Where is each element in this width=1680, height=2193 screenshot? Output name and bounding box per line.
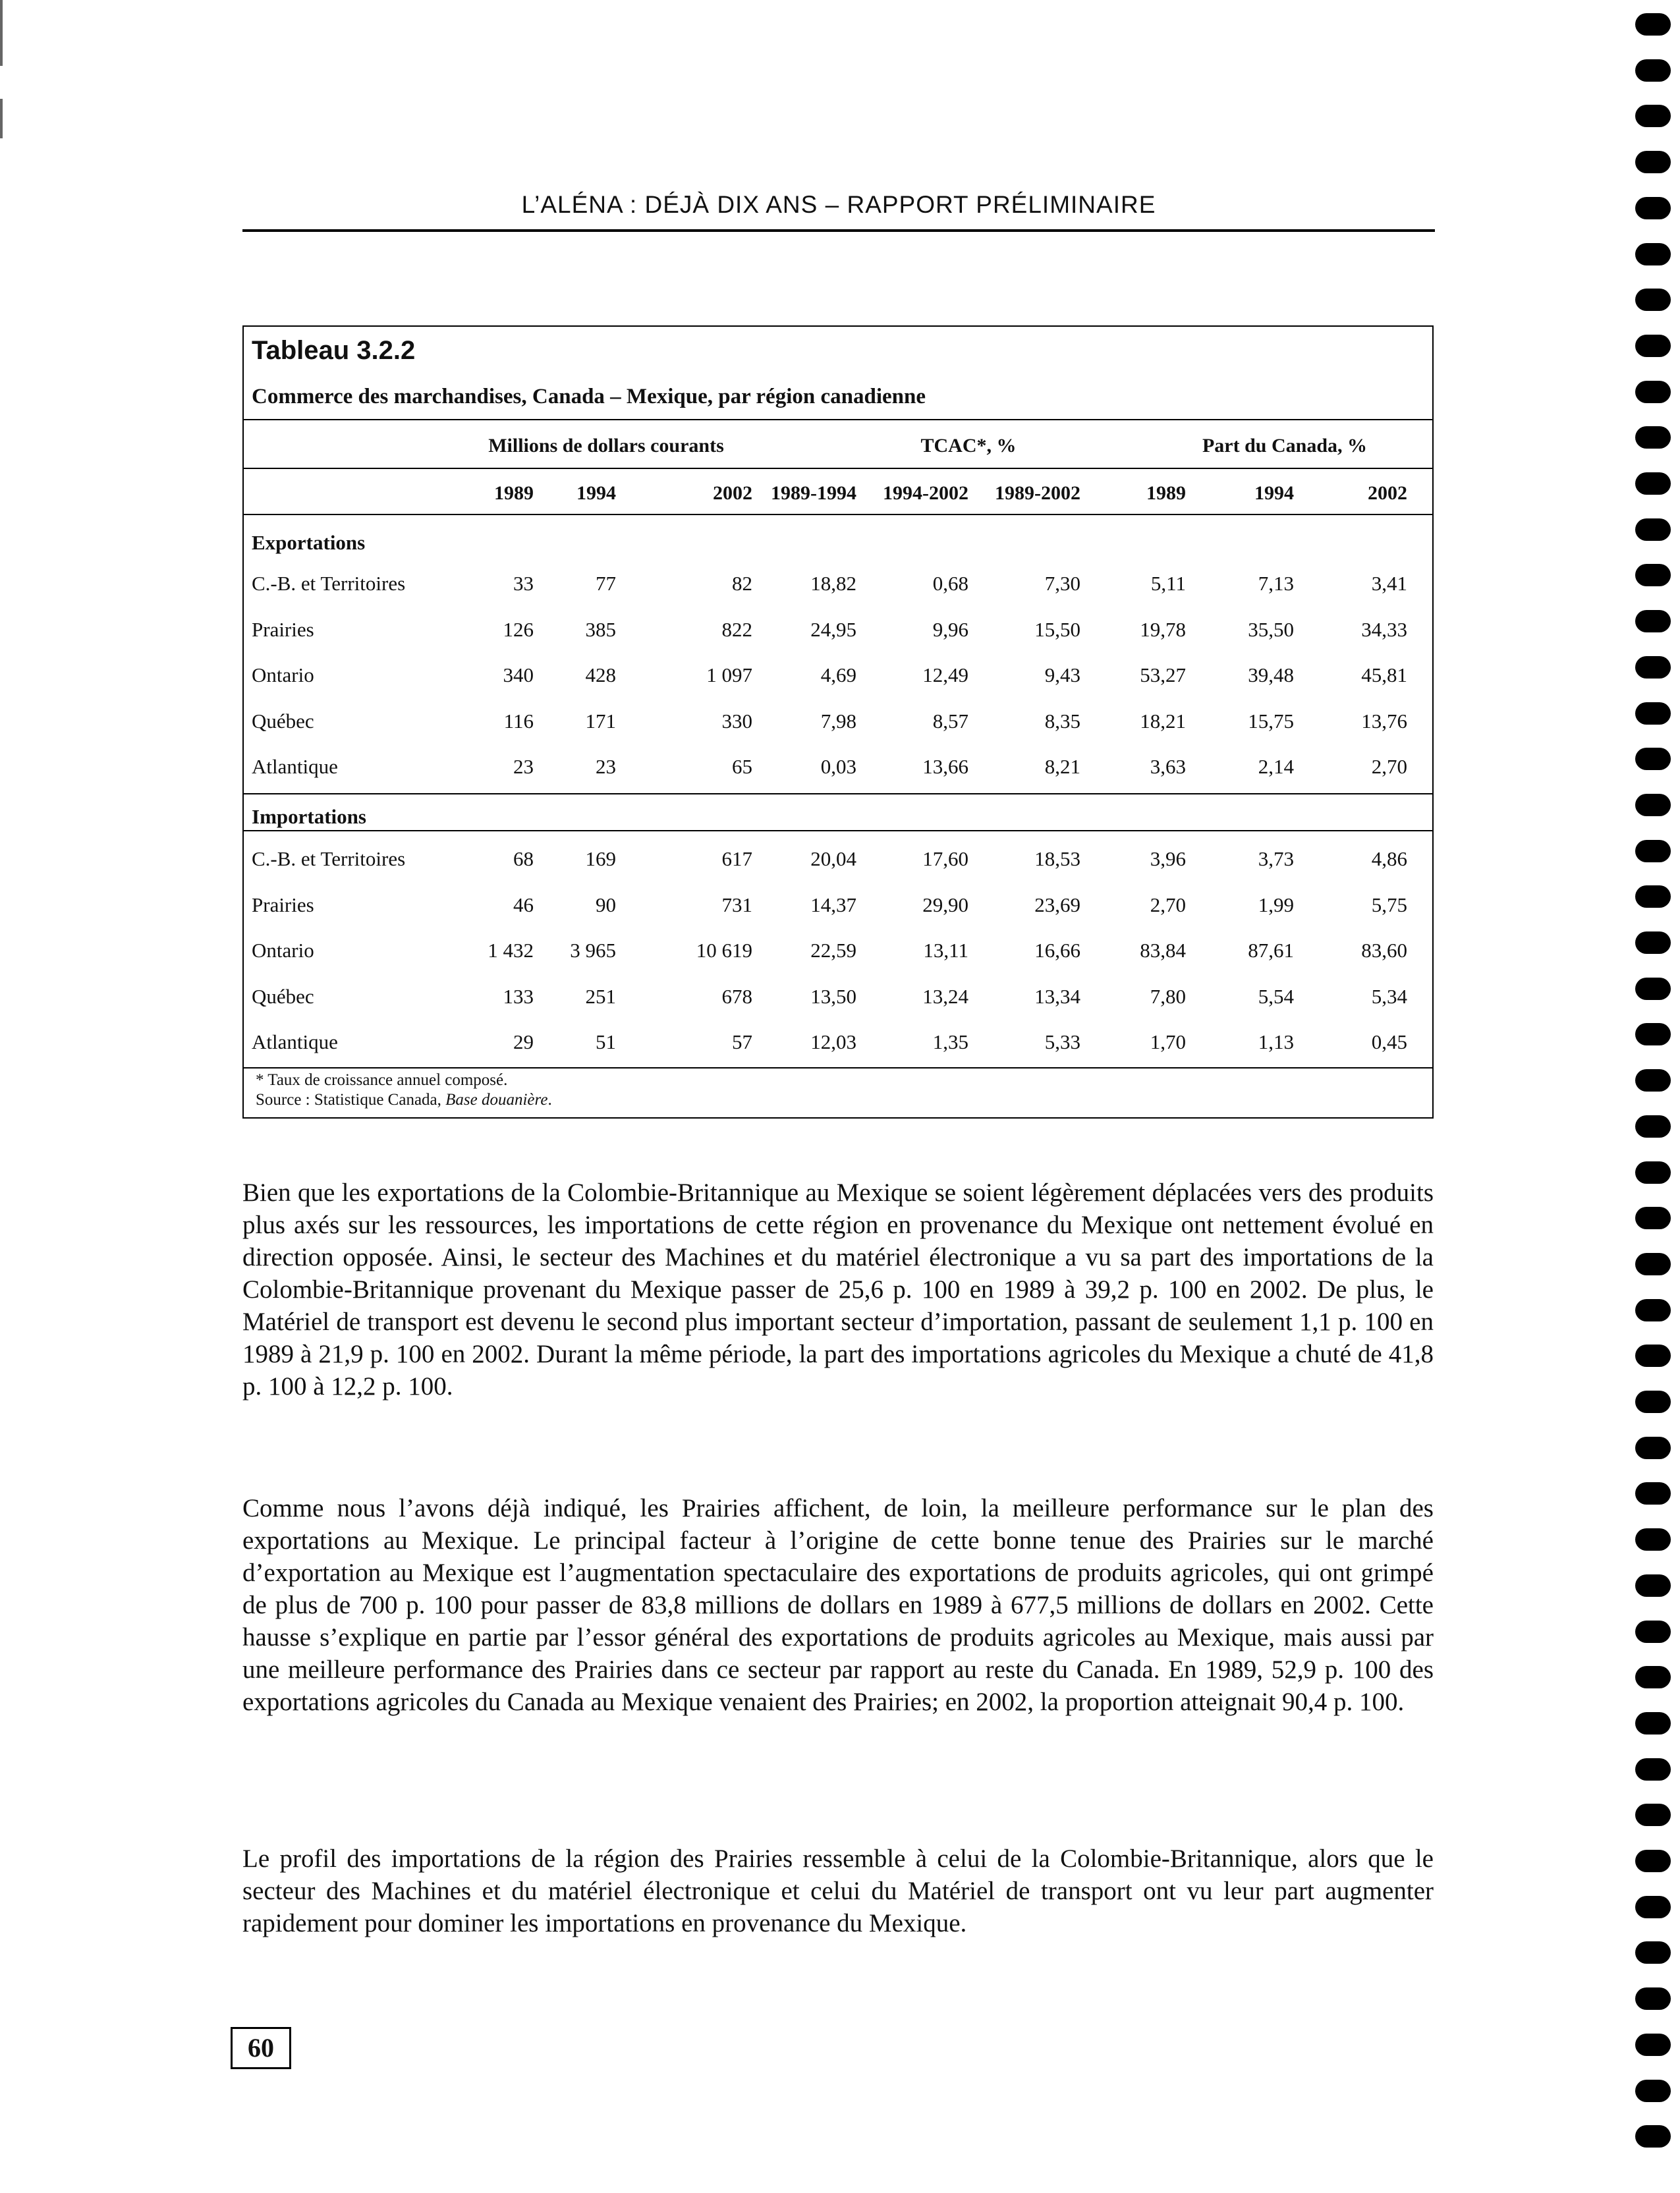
row-region-label: Prairies	[252, 618, 314, 641]
table-cell: 29,90	[922, 893, 968, 916]
table-cell: 13,34	[1034, 985, 1080, 1008]
binding-hole	[1635, 564, 1671, 586]
table-cell: 10 619	[696, 939, 752, 962]
table-cell: 13,76	[1361, 709, 1407, 733]
binding-hole	[1635, 1161, 1671, 1184]
table-cell: 45,81	[1361, 663, 1407, 686]
table-cell: 1,35	[932, 1030, 968, 1053]
table-cell: 90	[596, 893, 616, 916]
row-region-label: Prairies	[252, 893, 314, 916]
binding-hole	[1635, 1804, 1671, 1826]
table-cell: 1,70	[1150, 1030, 1186, 1053]
spiral-binding-holes	[1635, 13, 1672, 2187]
table-cell: 1 097	[706, 663, 752, 686]
row-region-label: Atlantique	[252, 755, 338, 778]
column-header: 1994	[1254, 482, 1294, 504]
table-cell: 0,03	[820, 755, 856, 778]
binding-hole	[1635, 243, 1671, 265]
table-cell: 35,50	[1248, 618, 1294, 641]
table-cell: 65	[732, 755, 752, 778]
table-cell: 428	[585, 663, 616, 686]
table-cell: 13,11	[923, 939, 968, 962]
table-cell: 83,84	[1140, 939, 1186, 962]
table-cell: 77	[596, 572, 616, 595]
table-cell: 7,98	[820, 709, 856, 733]
table-cell: 251	[585, 985, 616, 1008]
table-cell: 0,68	[932, 572, 968, 595]
table-cell: 29	[513, 1030, 534, 1053]
binding-hole	[1635, 1528, 1671, 1551]
table-cell: 2,14	[1258, 755, 1294, 778]
table-cell: 3,63	[1150, 755, 1186, 778]
binding-hole	[1635, 1941, 1671, 1964]
table-cell: 678	[721, 985, 752, 1008]
table-cell: 51	[596, 1030, 616, 1053]
table-cell: 3,96	[1150, 847, 1186, 870]
binding-hole	[1635, 1482, 1671, 1505]
table-cell: 2,70	[1371, 755, 1407, 778]
table-cell: 5,34	[1371, 985, 1407, 1008]
table-cell: 7,13	[1258, 572, 1294, 595]
binding-hole	[1635, 1621, 1671, 1643]
table-source: Source : Statistique Canada, Base douanière.	[256, 1091, 552, 1109]
table-cell: 13,66	[922, 755, 968, 778]
column-header: 1994-2002	[883, 482, 968, 504]
binding-hole	[1635, 978, 1671, 1000]
binding-hole	[1635, 2125, 1671, 2148]
table-cell: 39,48	[1248, 663, 1294, 686]
table-cell: 7,30	[1044, 572, 1080, 595]
binding-hole	[1635, 426, 1671, 449]
binding-hole	[1635, 931, 1671, 954]
binding-hole	[1635, 151, 1671, 173]
table-cell: 19,78	[1140, 618, 1186, 641]
table-cell: 68	[513, 847, 534, 870]
binding-hole	[1635, 518, 1671, 541]
row-region-label: Ontario	[252, 939, 314, 962]
binding-hole	[1635, 289, 1671, 311]
binding-hole	[1635, 1299, 1671, 1321]
table-cell: 8,21	[1044, 755, 1080, 778]
table-footnote: * Taux de croissance annuel composé.	[256, 1071, 508, 1089]
table-cell: 7,80	[1150, 985, 1186, 1008]
table-cell: 3,73	[1258, 847, 1294, 870]
table-cell: 9,96	[932, 618, 968, 641]
table-cell: 340	[503, 663, 534, 686]
table-cell: 14,37	[810, 893, 856, 916]
group-header-tcac: TCAC*, %	[920, 435, 1017, 457]
binding-hole	[1635, 1023, 1671, 1045]
column-header: 1989	[1146, 482, 1186, 504]
table-cell: 617	[721, 847, 752, 870]
binding-hole	[1635, 335, 1671, 357]
table-cell: 87,61	[1248, 939, 1294, 962]
table-rule	[244, 514, 1432, 515]
binding-hole	[1635, 610, 1671, 632]
table-cell: 1 432	[488, 939, 534, 962]
table-cell: 4,69	[820, 663, 856, 686]
table-cell: 4,86	[1371, 847, 1407, 870]
table-cell: 23	[596, 755, 616, 778]
binding-hole	[1635, 702, 1671, 725]
table-cell: 0,45	[1371, 1030, 1407, 1053]
table-rule	[244, 468, 1432, 469]
column-header: 2002	[1368, 482, 1407, 504]
paragraph-prairies-exportations: Comme nous l’avons déjà indiqué, les Prairies affichent, de loin, la meilleure performance sur le plan des exportations au Mexique. Le principal facteur à l’origine de cette bonne tenue des Prairies sur le marché d’exportation au Mexique est l’augmentation spectaculaire des exportations de produits agricoles, qui ont grimpé de plus de 700 p. 100 pour passer de 83,8 millions de dollars en 1989 à 677,5 millions de dollars en 2002. Cette hausse s’explique en partie par l’essor général des exportations de produits agricoles au Mexique, mais aussi par une meilleure performance des Prairies dans ce secteur par rapport au reste du Canada. En 1989, 52,9 p. 100 des exportations agricoles du Canada au Mexique venaient des Prairies; en 2002, la proportion atteignait 90,4 p. 100.	[242, 1494, 1434, 1716]
table-cell: 3 965	[570, 939, 616, 962]
table-cell: 8,35	[1044, 709, 1080, 733]
table-cell: 2,70	[1150, 893, 1186, 916]
table-cell: 20,04	[810, 847, 856, 870]
binding-hole	[1635, 59, 1671, 82]
binding-hole	[1635, 748, 1671, 770]
running-head: L’ALÉNA : DÉJÀ DIX ANS – RAPPORT PRÉLIMINAIRE	[521, 191, 1156, 218]
binding-hole	[1635, 1712, 1671, 1735]
table-cell: 13,24	[922, 985, 968, 1008]
table-cell: 15,50	[1034, 618, 1080, 641]
table-cell: 18,82	[810, 572, 856, 595]
scan-edge-mark	[0, 99, 3, 138]
table-cell: 18,53	[1034, 847, 1080, 870]
table-cell: 133	[503, 985, 534, 1008]
binding-hole	[1635, 13, 1671, 36]
table-cell: 12,49	[922, 663, 968, 686]
table-cell: 15,75	[1248, 709, 1294, 733]
table-cell: 169	[585, 847, 616, 870]
row-region-label: Québec	[252, 709, 314, 733]
binding-hole	[1635, 1987, 1671, 2010]
table-cell: 1,99	[1258, 893, 1294, 916]
scan-edge-mark	[0, 0, 3, 66]
binding-hole	[1635, 1115, 1671, 1138]
table-title: Tableau 3.2.2	[252, 336, 416, 365]
table-cell: 53,27	[1140, 663, 1186, 686]
table-cell: 46	[513, 893, 534, 916]
table-cell: 330	[721, 709, 752, 733]
binding-hole	[1635, 1666, 1671, 1688]
page-number: 60	[231, 2027, 291, 2069]
table-cell: 82	[732, 572, 752, 595]
group-header-millions: Millions de dollars courants	[488, 435, 724, 457]
table-rule	[244, 793, 1432, 794]
table-cell: 3,41	[1371, 572, 1407, 595]
binding-hole	[1635, 1069, 1671, 1092]
paragraph-colombie-britannique: Bien que les exportations de la Colombie-Britannique au Mexique se soient légèrement déplacées vers des produits plus axés sur les ressources, les importations de cette région en provenance du Mexique ont nettement évolué en direction opposée. Ainsi, le secteur des Machines et du matériel électronique a vu sa part des importations de la Colombie-Britannique provenant du Mexique passer de 25,6 p. 100 en 1989 à 39,2 p. 100 en 2002. De plus, le Matériel de transport est devenu le second plus important secteur d’importation, passant de seulement 1,1 p. 100 en 1989 à 21,9 p. 100 en 2002. Durant la même période, la part des importations agricoles du Mexique a chuté de 41,8 p. 100 à 12,2 p. 100.	[242, 1179, 1434, 1401]
binding-hole	[1635, 1850, 1671, 1872]
table-rule	[244, 1067, 1432, 1069]
table-subtitle: Commerce des marchandises, Canada – Mexique, par région canadienne	[252, 385, 926, 408]
binding-hole	[1635, 381, 1671, 403]
binding-hole	[1635, 1207, 1671, 1229]
table-rule	[244, 419, 1432, 420]
table-cell: 9,43	[1044, 663, 1080, 686]
row-region-label: C.-B. et Territoires	[252, 847, 406, 870]
table-cell: 83,60	[1361, 939, 1407, 962]
binding-hole	[1635, 197, 1671, 219]
column-header: 1989-2002	[995, 482, 1080, 504]
binding-hole	[1635, 885, 1671, 908]
table-cell: 385	[585, 618, 616, 641]
row-region-label: C.-B. et Territoires	[252, 572, 406, 595]
column-header: 1994	[576, 482, 616, 504]
binding-hole	[1635, 794, 1671, 816]
binding-hole	[1635, 656, 1671, 679]
binding-hole	[1635, 840, 1671, 862]
binding-hole	[1635, 1574, 1671, 1597]
binding-hole	[1635, 1896, 1671, 1918]
column-header: 1989	[494, 482, 534, 504]
table-cell: 17,60	[922, 847, 968, 870]
table-cell: 13,50	[810, 985, 856, 1008]
header-rule	[242, 229, 1435, 232]
column-header: 2002	[713, 482, 752, 504]
table-cell: 5,54	[1258, 985, 1294, 1008]
table-cell: 126	[503, 618, 534, 641]
row-region-label: Ontario	[252, 663, 314, 686]
table-cell: 5,33	[1044, 1030, 1080, 1053]
section-label-importations: Importations	[252, 805, 366, 828]
table-cell: 23,69	[1034, 893, 1080, 916]
table-cell: 34,33	[1361, 618, 1407, 641]
binding-hole	[1635, 2080, 1671, 2102]
table-cell: 8,57	[932, 709, 968, 733]
table-cell: 731	[721, 893, 752, 916]
table-cell: 57	[732, 1030, 752, 1053]
table-cell: 1,13	[1258, 1030, 1294, 1053]
binding-hole	[1635, 472, 1671, 495]
section-label-exportations: Exportations	[252, 531, 366, 554]
table-cell: 822	[721, 618, 752, 641]
binding-hole	[1635, 105, 1671, 127]
binding-hole	[1635, 1391, 1671, 1413]
column-header: 1989-1994	[771, 482, 856, 504]
table-cell: 22,59	[810, 939, 856, 962]
table-cell: 12,03	[810, 1030, 856, 1053]
binding-hole	[1635, 2034, 1671, 2056]
row-region-label: Québec	[252, 985, 314, 1008]
paragraph-prairies-importations: Le profil des importations de la région des Prairies ressemble à celui de la Colombie-Britannique, alors que le secteur des Machines et du matériel électronique et celui du Matériel de transport ont vu leur part augmenter rapidement pour dominer les importations en provenance du Mexique.	[242, 1845, 1434, 1937]
data-table	[242, 325, 1434, 1119]
table-cell: 171	[585, 709, 616, 733]
binding-hole	[1635, 1758, 1671, 1781]
binding-hole	[1635, 1437, 1671, 1459]
table-cell: 5,11	[1150, 572, 1186, 595]
table-cell: 18,21	[1140, 709, 1186, 733]
table-cell: 24,95	[810, 618, 856, 641]
table-cell: 16,66	[1034, 939, 1080, 962]
table-rule	[244, 830, 1432, 831]
row-region-label: Atlantique	[252, 1030, 338, 1053]
binding-hole	[1635, 1253, 1671, 1275]
binding-hole	[1635, 1345, 1671, 1367]
table-cell: 23	[513, 755, 534, 778]
table-cell: 5,75	[1371, 893, 1407, 916]
table-cell: 33	[513, 572, 534, 595]
group-header-part-canada: Part du Canada, %	[1202, 435, 1368, 457]
table-cell: 116	[503, 709, 534, 733]
